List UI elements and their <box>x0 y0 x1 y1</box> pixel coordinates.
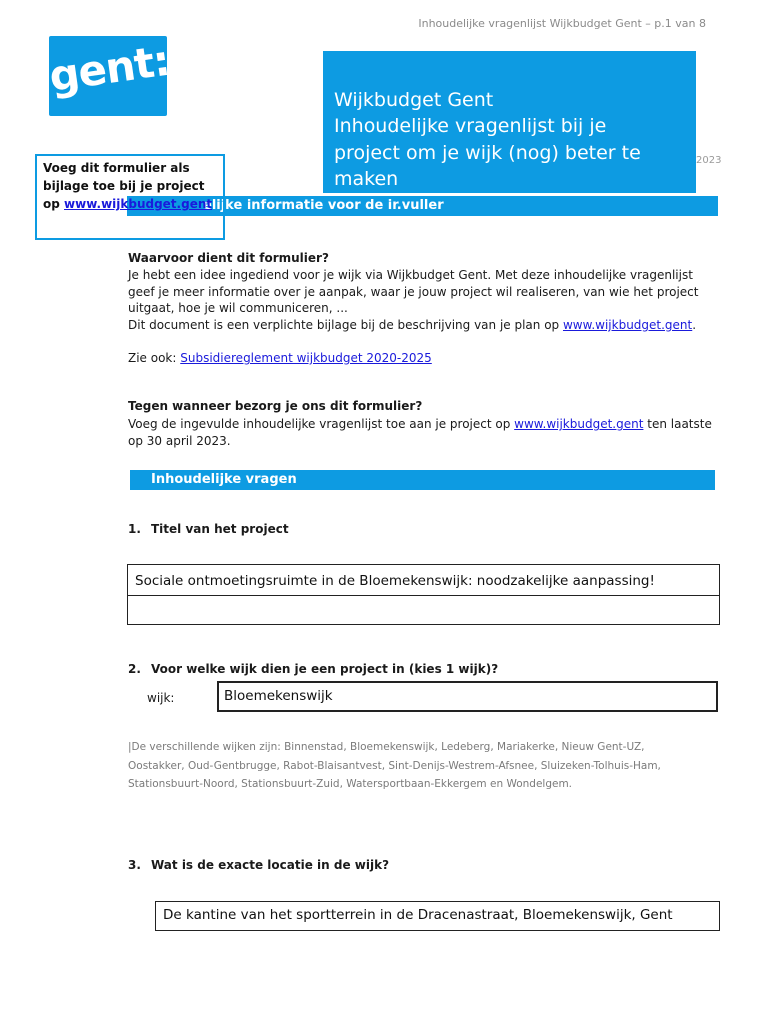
title-box <box>323 51 696 193</box>
answer-1-divider <box>128 595 719 596</box>
bijlage-prefix: Dit document is een verplichte bijlage bij de beschrijving van je plan op <box>128 318 563 332</box>
question-3-text: Wat is de exacte locatie in de wijk? <box>151 858 390 872</box>
intro-line-1: Je hebt een idee ingediend voor je wijk via Wijkbudget Gent. Met deze inhoudelijke vragenlijst <box>128 268 693 282</box>
answer-3-text: De kantine van het sportterrein in de Dracenastraat, Bloemekenswijk, Gent <box>163 907 673 923</box>
title-line-2: Inhoudelijke vragenlijst bij je <box>334 115 607 137</box>
title-line-1: Wijkbudget Gent <box>334 89 494 111</box>
intro-line-3: uitgaat, hoe je wil communiceren, ... <box>128 301 348 315</box>
question-3-number: 3. <box>128 858 141 872</box>
answer-1-text: Sociale ontmoetingsruimte in de Bloemekenswijk: noodzakelijke aanpassing! <box>135 573 655 589</box>
question-2-number: 2. <box>128 662 141 676</box>
zie-ook-line <box>128 350 432 367</box>
side-line-2: bijlage toe bij je project <box>43 179 205 193</box>
intro-line-2: geef je meer informatie over je aanpak, waar je jouw project wil realiseren, van wie het project <box>128 285 699 299</box>
bijlage-line <box>128 317 696 334</box>
wijkbudget-link-intro[interactable]: www.wijkbudget.gent <box>562 318 693 332</box>
date-fragment: 2023 <box>696 155 722 166</box>
logo-text: gent: <box>46 35 173 101</box>
side-line-3 <box>43 197 212 211</box>
wijk-field[interactable] <box>217 681 718 712</box>
title-line-3: project om je wijk (nog) beter te <box>334 142 641 164</box>
deadline-line-1 <box>128 416 712 433</box>
section-bar <box>130 470 715 490</box>
info-bar-label: elijke informatie voor de ir.vuller <box>203 198 444 213</box>
wijk-field-value: Bloemekenswijk <box>224 688 333 704</box>
subsidiereglement-link[interactable]: Subsidiereglement wijkbudget 2020-2025 <box>180 351 432 365</box>
side-line-1: Voeg dit formulier als <box>43 161 190 175</box>
intro-heading: Waarvoor dient dit formulier? <box>128 251 329 265</box>
question-1-number: 1. <box>128 522 141 536</box>
question-2-text: Voor welke wijk dien je een project in (kies 1 wijk)? <box>151 662 499 676</box>
bijlage-suffix: . <box>692 318 697 332</box>
page-header-label: Inhoudelijke vragenlijst Wijkbudget Gent – p.1 van 8 <box>418 17 706 30</box>
title-line-4: maken <box>334 168 399 190</box>
deadline-prefix: Voeg de ingevulde inhoudelijke vragenlijst toe aan je project op <box>128 417 515 431</box>
answer-3-box[interactable] <box>155 901 720 931</box>
wijken-note-line-3: Stationsbuurt-Noord, Stationsbuurt-Zuid, Watersportbaan-Ekkergem en Wondelgem. <box>128 778 573 790</box>
wijken-note-line-1: |De verschillende wijken zijn: Binnenstad, Bloemekenswijk, Ledeberg, Mariakerke, Nieuw Gent-UZ, <box>128 741 645 753</box>
question-1-text: Titel van het project <box>151 522 289 536</box>
side-line-3-prefix: op <box>43 197 65 211</box>
gent-logo <box>46 35 173 116</box>
zie-ook-prefix: Zie ook: <box>128 351 181 365</box>
answer-1-box[interactable] <box>127 564 720 625</box>
section-bar-label: Inhoudelijke vragen <box>151 472 297 487</box>
wijk-field-label: wijk: <box>147 691 175 705</box>
wijkbudget-link-deadline[interactable]: www.wijkbudget.gent <box>514 417 644 431</box>
deadline-suffix: ten laatste <box>643 417 712 431</box>
wijken-note-line-2: Oostakker, Oud-Gentbrugge, Rabot-Blaisantvest, Sint-Denijs-Westrem-Afsnee, Sluizeken-Tolhuis-Ham, <box>128 760 661 772</box>
wijkbudget-link-side[interactable]: www.wijkbudget.gent <box>64 197 213 211</box>
deadline-line-2: op 30 april 2023. <box>128 434 231 448</box>
attachment-note-box <box>35 154 225 240</box>
deadline-heading: Tegen wanneer bezorg je ons dit formulier? <box>128 399 423 413</box>
